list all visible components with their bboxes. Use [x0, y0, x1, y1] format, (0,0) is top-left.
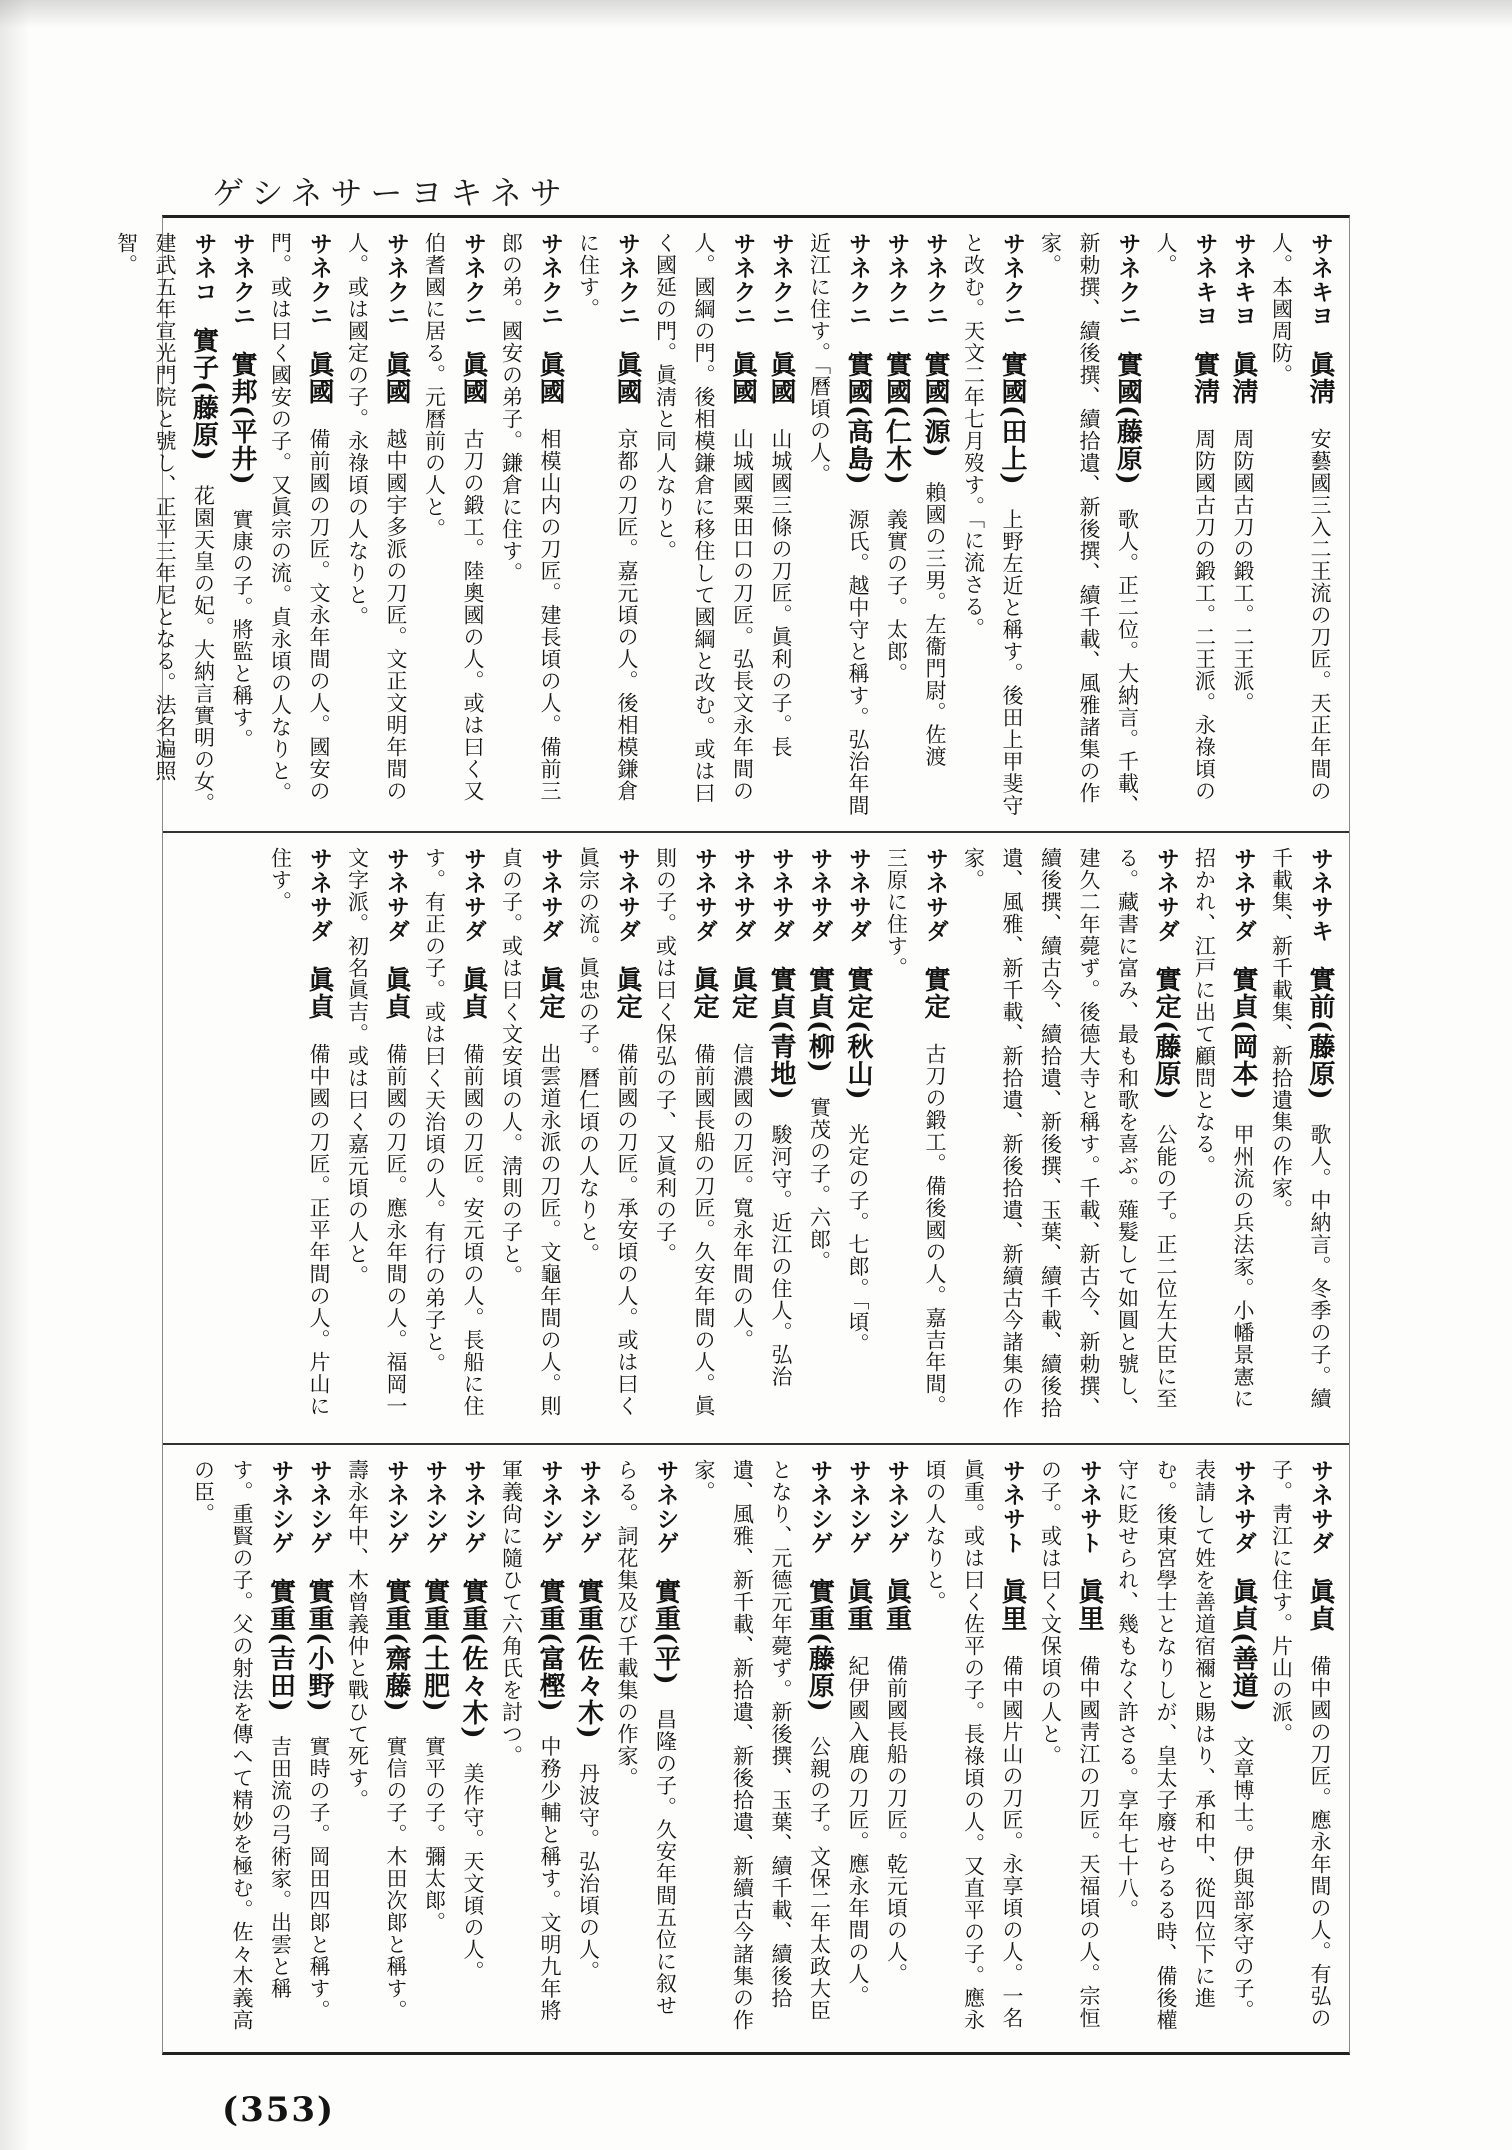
- entry-reading: サネクニ: [537, 232, 563, 328]
- entry-name: 實重(富樫): [535, 1578, 565, 1713]
- entry-reading: サネシゲ: [575, 1459, 602, 1555]
- entry-description: 安藝國三入二王流の刀匠。天正年間の人。本國周防。: [1269, 232, 1332, 802]
- entry-reading: サネサダ: [729, 847, 756, 943]
- entry-description: 備中國片山の刀匠。永享頃の人。一名眞重。或は曰く佐平の子。長祿頃の人。又直平の子。應永頃の人なりと。: [923, 1459, 1024, 2031]
- entry-name: 眞定: [689, 966, 719, 1020]
- entry-description: 美作守。天文頃の人。: [461, 1762, 485, 1983]
- entry-name: 實重(佐々木): [458, 1578, 488, 1740]
- dictionary-entry: [800, 232, 877, 817]
- dictionary-entry: [261, 847, 338, 1429]
- entry-name: 眞里: [997, 1578, 1027, 1632]
- dictionary-entry: [916, 1459, 1032, 2038]
- dictionary-entry: [261, 232, 338, 817]
- entry-reading: サネサダ: [1230, 1459, 1256, 1555]
- entry-reading: サネクニ: [229, 232, 255, 328]
- entry-name: 實淸: [1189, 351, 1220, 405]
- dictionary-entry: [839, 847, 878, 1429]
- dictionary-entry: [877, 232, 916, 817]
- dictionary-entry: [608, 1459, 685, 2038]
- entry-description: 備中國靑江の刀匠。天福頃の人。宗恒の子。或は曰く文保頃の人と。: [1038, 1459, 1101, 2029]
- entry-reading: サネシゲ: [267, 1459, 294, 1555]
- entry-name: 眞國: [304, 351, 334, 405]
- entry-reading: サネサト: [999, 1459, 1025, 1555]
- entry-description: 甲州流の兵法家。小幡景憲に招かれ、江戸に出て顧問となる。: [1192, 847, 1255, 1410]
- entry-name: 眞國: [381, 351, 411, 405]
- entry-name: 眞國: [458, 351, 488, 405]
- dictionary-entry: [1262, 232, 1339, 817]
- page-number: (353): [222, 2090, 336, 2130]
- entry-name: 實定: [920, 966, 950, 1020]
- entry-description: 周防國古刀の鍛工。二王派。永祿頃の人。: [1154, 232, 1217, 802]
- tier-middle: [163, 833, 1349, 1445]
- entry-description: 備中國の刀匠。應永年間の人。有弘の子。靑江に住す。片山の派。: [1269, 1459, 1332, 2029]
- dictionary-entry: [338, 1459, 415, 2038]
- entry-name: 實貞(青地): [766, 966, 796, 1101]
- entry-description: 義實の子。太郎。: [884, 508, 909, 685]
- entry-name: 眞定: [535, 966, 565, 1020]
- dictionary-entry: [685, 1459, 839, 2038]
- entry-name: 實國(仁木): [881, 351, 912, 486]
- entry-name: 眞國: [766, 351, 796, 405]
- entry-reading: サネサダ: [1230, 847, 1256, 943]
- entry-name: 實國(藤原): [1112, 351, 1143, 486]
- dictionary-entry: [762, 232, 801, 817]
- entry-name: 實貞(岡本): [1228, 966, 1258, 1101]
- entry-reading: サネシゲ: [845, 1459, 871, 1555]
- entry-reading: サネサダ: [806, 847, 833, 943]
- entry-name: 實重(土肥): [419, 1578, 450, 1713]
- entry-name: 眞定: [727, 966, 758, 1020]
- entry-reading: サネクニ: [883, 232, 910, 328]
- entry-reading: サネサト: [1076, 1459, 1102, 1555]
- entry-description: 備前國の刀匠。承安頃の人。或は曰く眞宗の流。眞忠の子。曆仁頃の人なりと。: [576, 847, 639, 1417]
- entry-reading: サネサダ: [922, 847, 948, 943]
- entry-reading: サネクニ: [460, 232, 486, 328]
- entry-description: 信濃國の刀匠。寬永年間の人。: [730, 1043, 755, 1351]
- tier-top: [114, 218, 1349, 833]
- tier-bottom: [163, 1445, 1349, 2052]
- entry-name: 實重(吉田): [265, 1578, 296, 1713]
- entry-description: 花園天皇の妃。大納言實明の女。建武五年宣光門院と號し、正平三年尼となる。法名遍照智。: [114, 232, 216, 815]
- entry-name: 實國(田上): [997, 351, 1027, 486]
- scan-gutter-shadow: [0, 0, 30, 2150]
- entry-reading: サネサダ: [768, 847, 794, 943]
- entry-description: 周防國古刀の鍛工。二王派。: [1231, 428, 1255, 714]
- entry-description: 備中國の刀匠。正平年間の人。片山に住す。: [268, 847, 331, 1417]
- entry-reading: サネサダ: [383, 847, 409, 943]
- entry-name: 眞定: [612, 966, 642, 1020]
- dictionary-entry: [1031, 1459, 1108, 2038]
- dictionary-entry: [415, 232, 492, 817]
- entry-description: 公能の子。正二位左大臣に至る。藏書に富み、最も和歌を喜ぶ。薙髮して如圓と號し、建久二年薨ず。後德大寺と稱す。千載、新古今、新勅撰、續後撰、續古今、續拾遺、新後撰、玉葉、續千載、續後拾遺、風雅、新千載、新拾遺、新後拾遺、新續古今諸集の作家。: [961, 847, 1178, 1419]
- entry-description: 實時の子。岡田四郞と稱す。: [307, 1735, 331, 2022]
- entry-name: 實重(佐々木): [573, 1578, 604, 1740]
- dictionary-entry: [1108, 1459, 1262, 2038]
- entry-reading: サネシゲ: [652, 1459, 679, 1555]
- dictionary-entry: [1147, 232, 1224, 817]
- dictionary-entry: [954, 847, 1185, 1429]
- entry-name: 實貞(柳): [804, 966, 835, 1074]
- entry-name: 眞國: [612, 351, 642, 405]
- entry-description: 歌人。中納言。冬季の子。續千載集、新千載集、新拾遺集の作家。: [1269, 847, 1332, 1410]
- entry-description: 中務少輔と稱す。文明九年將軍義尙に隨ひて六角氏を討つ。: [499, 1459, 562, 2022]
- text-frame: [114, 215, 1350, 2055]
- entry-name: 實定(秋山): [843, 966, 873, 1101]
- entry-reading: サネサダ: [460, 847, 486, 943]
- entry-name: 眞貞: [1305, 1578, 1335, 1632]
- entry-description: 古刀の鍛工。備後國の人。嘉吉年間。三原に住す。: [884, 847, 947, 1417]
- dictionary-entry: [415, 847, 492, 1429]
- entry-description: 公親の子。文保二年太政大臣となり、元德元年薨ず。新後撰、玉葉、續千載、續後拾遺、風雅、新千載、新拾遺、新後拾遺、新續古今諸集の作家。: [692, 1459, 832, 2031]
- dictionary-entry: [646, 847, 723, 1429]
- dictionary-entry: [415, 1459, 454, 2038]
- entry-description: 山城國三條の刀匠。眞利の子。長: [769, 428, 793, 758]
- entry-description: 丹波守。弘治頃の人。: [576, 1762, 601, 1983]
- entry-description: 實茂の子。六郎。: [807, 1096, 832, 1273]
- entry-description: 相模山内の刀匠。建長頃の人。備前三郎の弟。國安の弟子。鎌倉に住す。: [499, 232, 562, 802]
- dictionary-entry: [492, 847, 569, 1429]
- tier-bottom-columns: [173, 1459, 1339, 2038]
- entry-description: 文章博士。伊與部家守の子。表請して姓を善道宿禰と賜はり、承和中、從四位下に進む。後東宮學士となりしが、皇太子廢せらるる時、備後權守に貶せられ、幾もなく許さる。享年七十八。: [1115, 1459, 1255, 2031]
- entry-description: 備前國の刀匠。應永年間の人。福岡一文字派。初名眞吉。或は曰く嘉元頃の人と。: [345, 847, 408, 1417]
- dictionary-entry: [839, 1459, 878, 2038]
- entry-reading: サネシゲ: [306, 1459, 332, 1555]
- entry-description: 備前國長船の刀匠。乾元頃の人。: [884, 1655, 909, 1985]
- entry-reading: サネコ: [190, 232, 217, 304]
- entry-reading: サネキヨ: [1230, 232, 1256, 328]
- entry-name: 眞貞: [304, 966, 334, 1020]
- entry-description: 實信の子。木田次郞と稱す。壽永年中、木曾義仲と戰ひて死す。: [345, 1459, 408, 2022]
- entry-name: 眞國: [535, 351, 565, 405]
- entry-reading: サネサダ: [1153, 847, 1179, 943]
- entry-reading: サネサダ: [845, 847, 871, 943]
- entry-reading: サネクニ: [768, 232, 794, 328]
- dictionary-entry: [800, 847, 839, 1429]
- dictionary-entry: [762, 847, 801, 1429]
- entry-description: 越中國宇多派の刀匠。文正文明年間の人。或は國定の子。永祿頃の人なりと。: [345, 232, 408, 802]
- dictionary-entry: [107, 232, 223, 817]
- entry-description: 歌人。正二位。大納言。千載、新勅撰、續後撰、續拾遺、新後撰、續千載、風雅諸集の作家。: [1038, 232, 1140, 817]
- dictionary-entry: [492, 232, 569, 817]
- entry-reading: サネクニ: [383, 232, 409, 328]
- entry-name: 實子(藤原): [188, 327, 219, 462]
- entry-description: 上野左近と稱す。後田上甲斐守と改む。天文二年七月歿す。「に流さる。: [961, 232, 1024, 817]
- dictionary-entry: [723, 847, 762, 1429]
- entry-description: 古刀の鍛工。陸奧國の人。或は曰く又伯耆國に居る。元曆前の人と。: [422, 232, 485, 802]
- entry-description: 備前國の刀匠。文永年間の人。國安の門。或は曰く國安の子。又眞宗の流。貞永頃の人なりと。: [268, 232, 331, 804]
- entry-reading: サネクニ: [922, 232, 948, 328]
- entry-reading: サネシゲ: [421, 1459, 448, 1555]
- dictionary-entry: [300, 1459, 339, 2038]
- dictionary-entry: [338, 232, 415, 817]
- entry-reading: サネクニ: [1114, 232, 1141, 328]
- dictionary-entry: [492, 1459, 569, 2038]
- entry-name: 實重(小野): [304, 1578, 334, 1713]
- entry-name: 眞貞(善道): [1228, 1578, 1258, 1713]
- entry-name: 實重(齋藤): [381, 1578, 411, 1713]
- dictionary-entry: [646, 232, 762, 817]
- entry-description: 源氏。越中守と稱す。弘治年間近江に住す。「曆頃の人。: [807, 232, 870, 817]
- tier-top-columns: [114, 232, 1339, 817]
- entry-description: 紀伊國入鹿の刀匠。應永年間の人。: [846, 1655, 870, 2007]
- entry-description: 山城國粟田口の刀匠。弘長文永年間の人。國綱の門。後相模鎌倉に移住して國綱と改む。或は曰く國延の門。眞淸と同人なりと。: [653, 232, 755, 804]
- entry-description: 昌隆の子。久安年間五位に叙せらる。詞花集及び千載集の作家。: [615, 1459, 678, 2017]
- entry-reading: サネサキ: [1307, 847, 1333, 943]
- entry-reading: サネサダ: [614, 847, 640, 943]
- dictionary-entry: [877, 1459, 916, 2038]
- dictionary-entry: [1262, 847, 1339, 1429]
- entry-name: 眞淸: [1228, 351, 1258, 405]
- entry-description: 吉田流の弓術家。出雲と稱す。重賢の子。父の射法を傳へて精妙を極む。佐々木義高の臣。: [191, 1459, 293, 2031]
- entry-name: 眞重: [881, 1578, 912, 1632]
- entry-reading: サネシゲ: [806, 1459, 833, 1555]
- entry-reading: サネサダ: [306, 847, 332, 943]
- dictionary-entry: [1262, 1459, 1339, 2038]
- entry-reading: サネサダ: [1307, 1459, 1333, 1555]
- entry-description: 實平の子。彌太郞。: [422, 1735, 447, 1934]
- entry-description: 備前國長船の刀匠。久安年間の人。眞則の子。或は曰く保弘の子、又眞利の子。: [653, 847, 716, 1417]
- entry-name: 眞里: [1074, 1578, 1104, 1632]
- entry-description: 備前國の刀匠。安元頃の人。長船に住す。有正の子。或は曰く天治頃の人。有行の弟子と。: [422, 847, 485, 1417]
- entry-description: 光定の子。七郎。「頃。: [846, 1123, 870, 1356]
- entry-reading: サネキヨ: [1307, 232, 1333, 328]
- entry-reading: サネサダ: [691, 847, 717, 943]
- entry-name: 眞國: [727, 351, 758, 405]
- entry-name: 實邦(平井): [227, 351, 257, 486]
- dictionary-entry: [454, 1459, 493, 2038]
- entry-reading: サネクニ: [999, 232, 1025, 328]
- tier-middle-columns: [173, 847, 1339, 1429]
- dictionary-entry: [223, 232, 262, 817]
- entry-description: 京都の刀匠。嘉元頃の人。後相模鎌倉に住す。: [576, 232, 639, 802]
- entry-name: 實國(高島): [843, 351, 873, 486]
- dictionary-entry: [954, 232, 1031, 817]
- dictionary-entry: [1031, 232, 1147, 817]
- entry-name: 實重(平): [650, 1578, 681, 1686]
- dictionary-entry: [877, 847, 954, 1429]
- entry-name: 實前(藤原): [1305, 966, 1335, 1101]
- dictionary-entry: [916, 232, 955, 817]
- entry-name: 實定(藤原): [1151, 966, 1181, 1101]
- dictionary-entry: [338, 847, 415, 1429]
- entry-reading: サネキヨ: [1191, 232, 1218, 328]
- entry-reading: サネサダ: [537, 847, 563, 943]
- entry-reading: サネシゲ: [883, 1459, 910, 1555]
- dictionary-entry: [1224, 232, 1263, 817]
- entry-description: 實康の子。將監と稱す。: [230, 508, 254, 751]
- entry-reading: サネシゲ: [537, 1459, 563, 1555]
- entry-description: 出雲道永派の刀匠。文龜年間の人。則貞の子。或は曰く文安頃の人。淸則の子と。: [499, 847, 562, 1417]
- entry-reading: サネクニ: [614, 232, 640, 328]
- entry-description: 賴國の三男。左衞門尉。佐渡: [923, 481, 947, 768]
- entry-reading: サネシゲ: [383, 1459, 409, 1555]
- entry-name: 眞淸: [1305, 351, 1335, 405]
- dictionary-entry: [184, 1459, 300, 2038]
- entry-name: 實國(源): [920, 351, 950, 459]
- entry-description: 駿河守。近江の住人。弘治: [769, 1123, 793, 1388]
- dictionary-entry: [569, 1459, 608, 2038]
- dictionary-entry: [1185, 847, 1262, 1429]
- dictionary-entry: [569, 232, 646, 817]
- entry-name: 實重(藤原): [804, 1578, 835, 1713]
- entry-name: 眞貞: [381, 966, 411, 1020]
- entry-reading: サネクニ: [729, 232, 756, 328]
- entry-name: 眞貞: [458, 966, 488, 1020]
- entry-reading: サネシゲ: [460, 1459, 486, 1555]
- entry-reading: サネクニ: [845, 232, 871, 328]
- entry-name: 眞重: [843, 1578, 873, 1632]
- scan-edge-shadow: [0, 0, 1512, 28]
- dictionary-entry: [569, 847, 646, 1429]
- running-head: ゲシネサーヨキネサ: [212, 174, 570, 212]
- entry-reading: サネクニ: [306, 232, 332, 328]
